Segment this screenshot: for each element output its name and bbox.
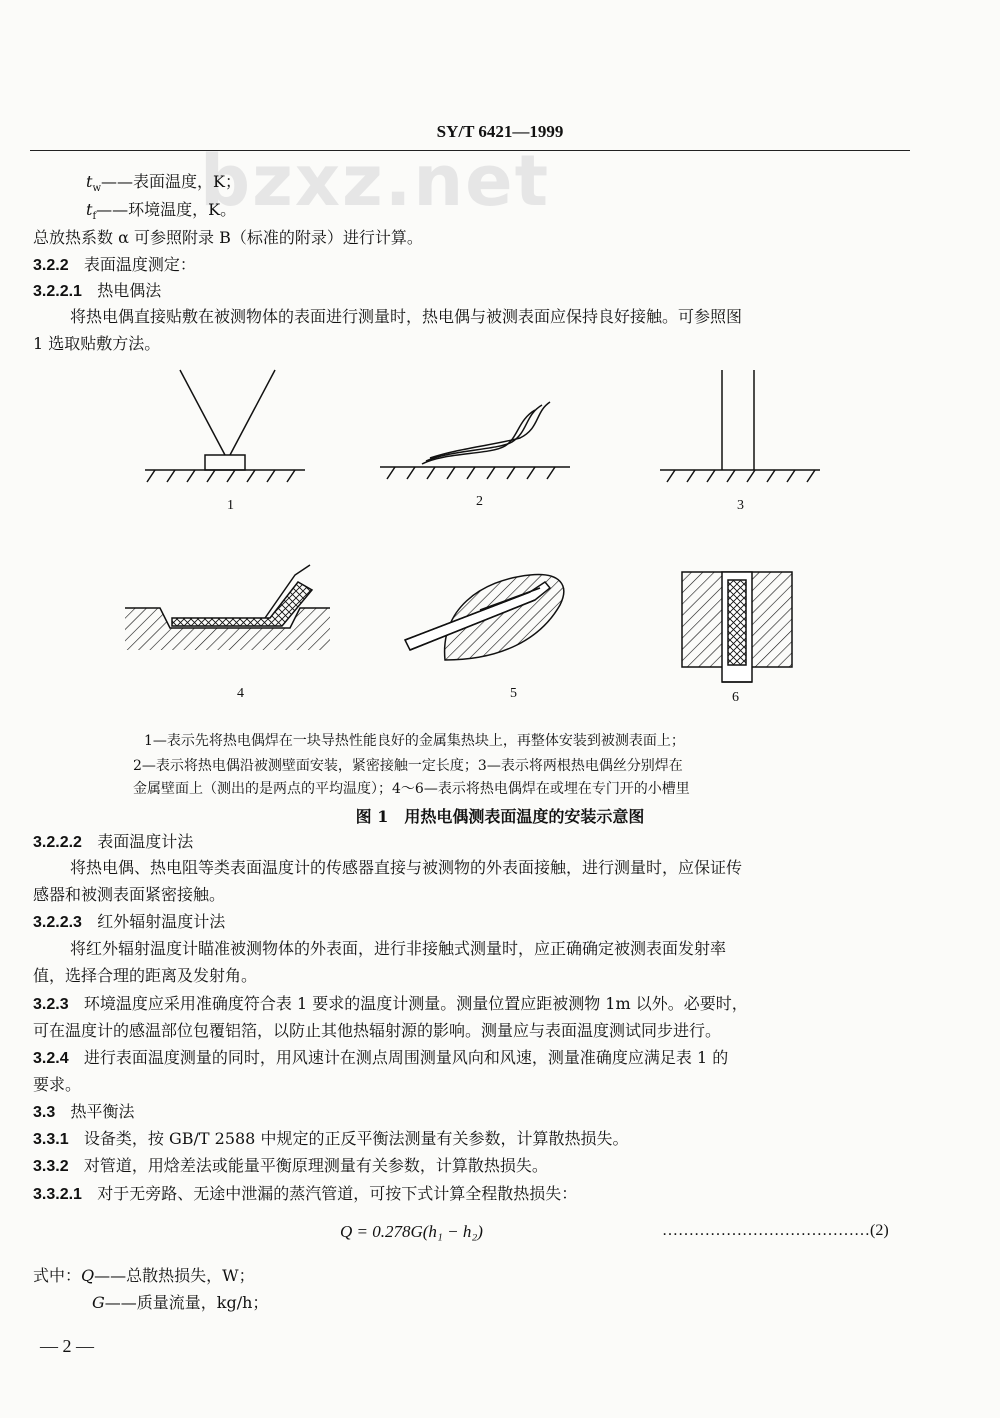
figure-caption-line-1: 1—表示先将热电偶焊在一块导热性能良好的金属集热块上，再整体安装到被测表面上； [144,733,685,749]
formula-number: …………………………………(2) [662,1222,889,1239]
figure-caption-line-2: 2—表示将热电偶沿被测壁面安装，紧密接触一定长度；3—表示将两根热电偶丝分别焊在 [133,758,683,774]
para-3-2-4-line2: 要求。 [33,1075,82,1094]
para-3-2-2-2-line1: 将热电偶、热电阻等类表面温度计的传感器直接与被测物的外表面接触，进行测量时，应保证传 [70,858,743,877]
formula-2: Q = 0.278G(h₁ − h₂) [340,1222,483,1241]
where-q: 式中：Q——总散热损失，W； [33,1266,255,1285]
drawing-2 [380,402,570,479]
section-3-2-2-1: 3.2.2.1 热电偶法 [33,281,162,300]
drawing-5 [405,575,564,660]
figure-label-2: 2 [476,494,483,509]
para-3-2-2-2-line2: 感器和被测表面紧密接触。 [33,885,226,904]
para-alpha: 总放热系数 α 可参照附录 B（标准的附录）进行计算。 [33,228,423,247]
figure-1-drawing [100,360,860,720]
header-rule [30,150,910,151]
section-3-3-1: 3.3.1 设备类，按 GB/T 2588 中规定的正反平衡法测量有关参数，计算散热损失。 [33,1129,629,1148]
section-3-3: 3.3 热平衡法 [33,1102,135,1121]
para-3-2-2-3-line2: 值，选择合理的距离及发射角。 [33,966,258,985]
watermark: bzxz.net [200,140,551,222]
drawing-4 [125,565,330,650]
figure-label-1: 1 [227,498,234,513]
figure-label-6: 6 [732,690,739,705]
var-tf: $t_f——$环境温度，K。 [86,200,237,223]
section-3-2-3: 3.2.3 环境温度应采用准确度符合表 1 要求的温度计测量。测量位置应距被测物 1m 以外。必要时， [33,994,748,1013]
figure-label-5: 5 [510,686,517,701]
section-3-2-2: 3.2.2 表面温度测定： [33,255,196,274]
para-3-2-3-line2: 可在温度计的感温部位包覆铝箔，以防止其他热辐射源的影响。测量应与表面温度测试同步进行。 [33,1021,722,1040]
figure-label-4: 4 [237,686,244,701]
drawing-1 [145,370,305,482]
figure-1 [100,360,860,720]
drawing-3 [660,370,820,482]
where-g: G——质量流量，kg/h； [92,1293,269,1312]
figure-label-3: 3 [737,498,744,513]
para-3-2-2-1-line2: 1 选取贴敷方法。 [33,334,161,353]
drawing-6 [682,572,792,682]
section-3-3-2: 3.3.2 对管道，用焓差法或能量平衡原理测量有关参数，计算散热损失。 [33,1156,548,1175]
var-tw: $t_w——$表面温度，K； [86,172,241,195]
figure-caption-line-3: 金属壁面上（测出的是两点的平均温度）；4～6—表示将热电偶焊在或埋在专门开的小槽里 [133,781,690,797]
section-3-2-2-3: 3.2.2.3 红外辐射温度计法 [33,912,226,931]
para-3-2-2-1-line1: 将热电偶直接贴敷在被测物体的表面进行测量时，热电偶与被测表面应保持良好接触。可参照图 [70,307,743,326]
section-3-2-4: 3.2.4 进行表面温度测量的同时，用风速计在测点周围测量风向和风速，测量准确度应满足表 1 的 [33,1048,729,1067]
section-3-2-2-2: 3.2.2.2 表面温度计法 [33,832,194,851]
page-header: SY/T 6421—1999 [436,122,564,141]
para-3-2-2-3-line1: 将红外辐射温度计瞄准被测物体的外表面，进行非接触式测量时，应正确确定被测表面发射率 [70,939,727,958]
section-3-3-2-1: 3.3.2.1 对于无旁路、无途中泄漏的蒸汽管道，可按下式计算全程散热损失： [33,1184,578,1203]
figure-title: 图 1 用热电偶测表面温度的安装示意图 [355,807,645,826]
page-number: — 2 — [40,1336,94,1356]
